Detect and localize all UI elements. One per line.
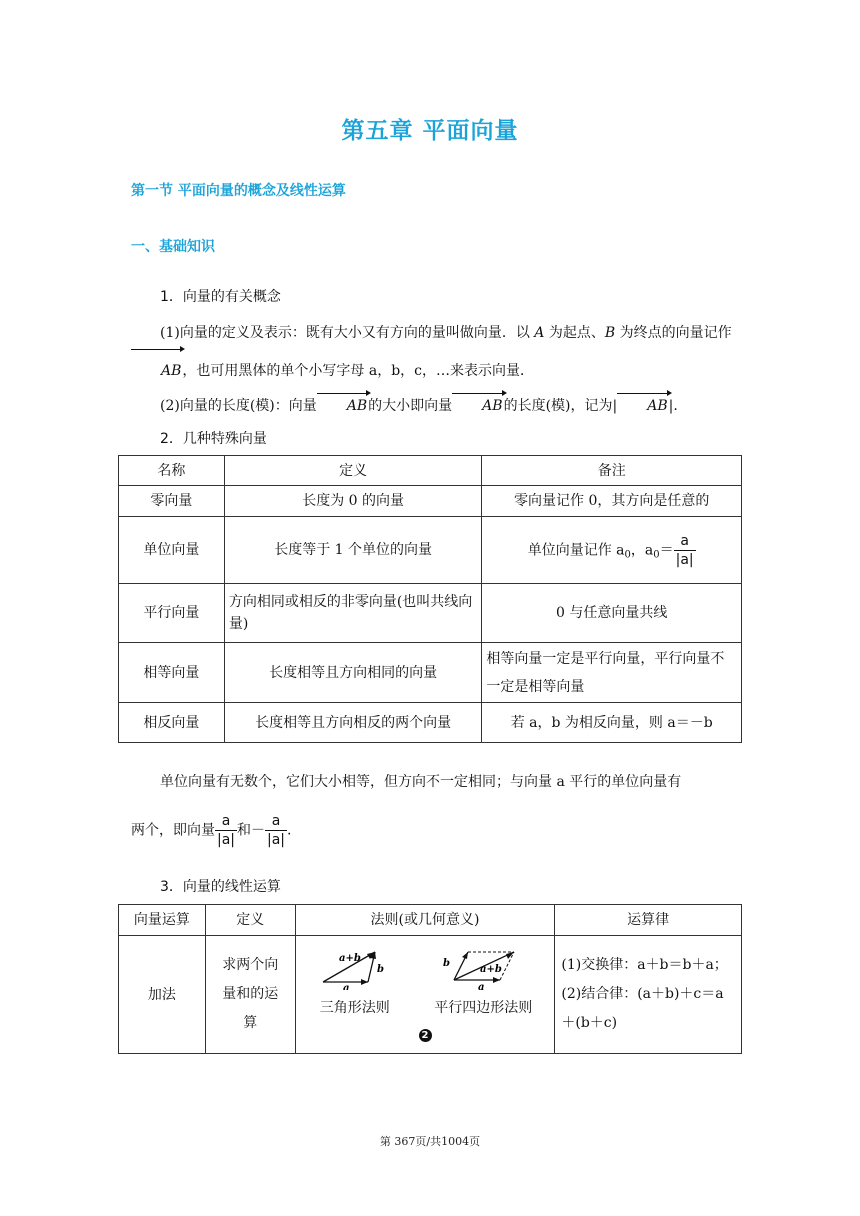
label-a-plus-b: a+b — [338, 953, 361, 964]
unit-vector-remark-line1: 单位向量有无数个，它们大小相等，但方向不一定相同；与向量 a 平行的单位向量有 — [160, 774, 682, 790]
page-footer: 第 367页/共1004页 — [379, 1135, 481, 1148]
triangle-diagram — [315, 944, 395, 990]
heading-special-vectors: 2．几种特殊向量 — [160, 431, 267, 447]
operation-laws: (1)交换律：a＋b＝b＋a； (2)结合律：(a＋b)＋c＝a＋(b＋c) — [555, 936, 742, 1054]
heading-vector-concepts: 1．向量的有关概念 — [160, 289, 281, 305]
table-row: 相等向量 长度相等且方向相同的向量 相等向量一定是平行向量，平行向量不一定是相等向量 — [119, 643, 742, 703]
paragraph-vector-definition: (1)向量的定义及表示：既有大小又有方向的量叫做向量．以 A 为起点、B 为终点的向量记作AB，也可用黑体的单个小写字母 a，b，c，…来表示向量． — [131, 314, 741, 390]
header-definition: 定义 — [224, 456, 482, 486]
triangle-rule-figure — [299, 944, 411, 1019]
chapter-title: 第五章 平面向量 — [341, 118, 519, 144]
parallelogram-rule-figure — [415, 944, 551, 1019]
label-a: a — [342, 983, 350, 990]
circled-number-marker: 2 — [419, 1029, 432, 1042]
header-name: 名称 — [119, 456, 225, 486]
table-row: 零向量 长度为 0 的向量 零向量记作 0，其方向是任意的 — [119, 486, 742, 517]
vector-ab: AB — [452, 396, 503, 416]
header-note: 备注 — [482, 456, 742, 486]
unit-vector-remark-line2: 两个，即向量 $\frac{a}{|a|}$ 和－ $\frac{a}{|a|}$ . — [131, 813, 292, 848]
table-row: 加法 求两个向量和的运算 a+b a b 三角形法则 b a a+b 平行四边形法则 2 (1)交换律：a＋b＝b＋a； (2)结合律：(a＋b)＋c＝a＋(b＋c) — [119, 936, 742, 1054]
table-row: 单位向量 长度等于 1 个单位的向量 单位向量记作 $a_0$，$a_0=$ $\frac{a}{|a|}$ — [119, 517, 742, 584]
table-row: 相反向量 长度相等且方向相反的两个向量 若 a，b 为相反向量，则 a＝－b — [119, 703, 742, 743]
rule-diagrams — [295, 936, 555, 1054]
table-header-row — [119, 456, 742, 486]
unit-vector-note: 单位向量记作 $a_0$，$a_0=$ $\frac{a}{|a|}$ — [482, 517, 742, 584]
special-vectors-table — [118, 455, 742, 743]
heading-linear-operations: 3．向量的线性运算 — [160, 879, 281, 895]
table-row: 平行向量 方向相同或相反的非零向量(也叫共线向量) 0 与任意向量共线 — [119, 584, 742, 643]
vector-ab: AB — [317, 396, 368, 416]
part-title: 一、基础知识 — [131, 239, 215, 255]
vector-ab: AB — [617, 396, 668, 416]
linear-operations-table — [118, 904, 742, 1054]
parallelogram-diagram — [440, 944, 526, 990]
table-header-row: 向量运算 定义 法则(或几何意义) 运算律 — [119, 905, 742, 936]
paragraph-vector-length: (2)向量的长度(模)：向量 AB的大小即向量 AB的长度(模)，记为| AB|. — [160, 398, 678, 414]
triangle-rule-label: 三角形法则 — [319, 1000, 390, 1016]
parallelogram-rule-label: 平行四边形法则 — [434, 1000, 533, 1016]
svg-text:b: b — [443, 958, 451, 969]
section-title: 第一节 平面向量的概念及线性运算 — [131, 183, 346, 199]
unit-vector-fraction: $\frac{a}{|a|}$ — [675, 532, 694, 568]
label-b: b — [376, 964, 384, 975]
svg-text:a: a — [478, 982, 485, 990]
vector-ab: AB — [131, 352, 182, 390]
svg-text:a+b: a+b — [480, 964, 503, 975]
